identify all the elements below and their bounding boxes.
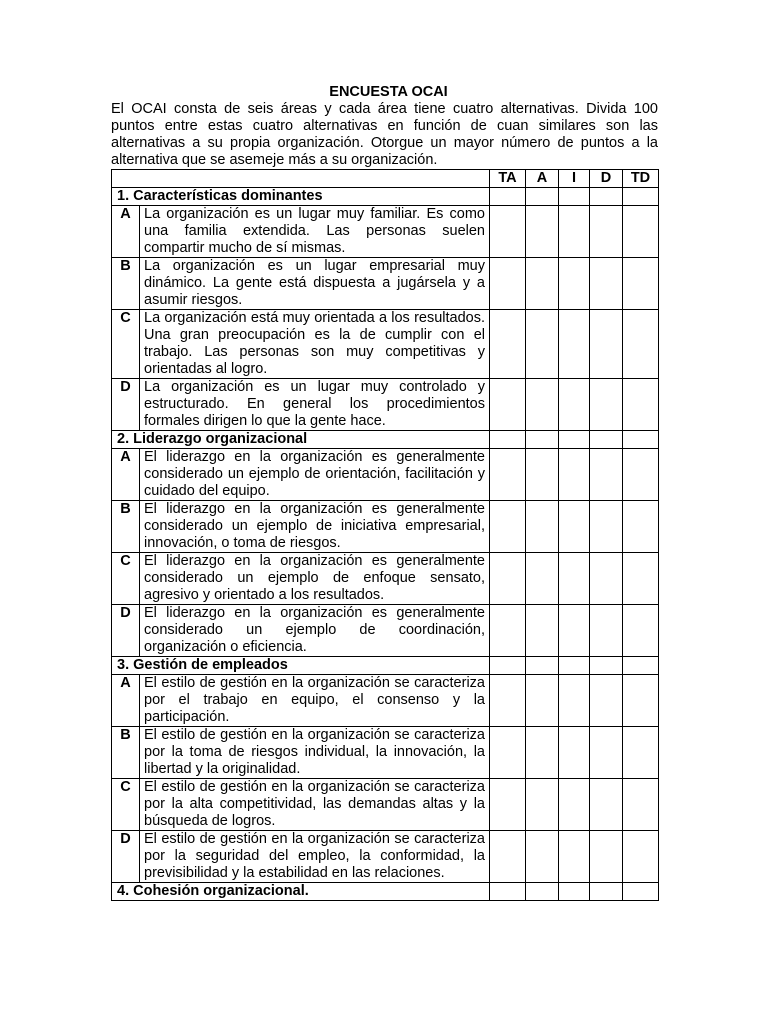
section-blank-cell	[590, 657, 623, 675]
score-cell-td[interactable]	[623, 449, 659, 501]
score-cell-d[interactable]	[590, 779, 623, 831]
section-blank-cell	[623, 188, 659, 206]
section-blank-cell	[490, 883, 526, 901]
score-cell-i[interactable]	[559, 605, 590, 657]
score-cell-a[interactable]	[526, 310, 559, 379]
section-blank-cell	[526, 188, 559, 206]
table-row	[112, 831, 659, 883]
header-a: A	[526, 170, 559, 188]
score-cell-td[interactable]	[623, 605, 659, 657]
score-cell-a[interactable]	[526, 553, 559, 605]
section-blank-cell	[559, 883, 590, 901]
item-letter: B	[112, 258, 140, 310]
table-row	[112, 779, 659, 831]
table-row	[112, 727, 659, 779]
score-cell-ta[interactable]	[490, 779, 526, 831]
header-d: D	[590, 170, 623, 188]
score-cell-i[interactable]	[559, 258, 590, 310]
survey-page	[111, 84, 658, 901]
section-blank-cell	[623, 431, 659, 449]
table-row	[112, 675, 659, 727]
score-cell-i[interactable]	[559, 379, 590, 431]
table-row	[112, 206, 659, 258]
score-cell-d[interactable]	[590, 206, 623, 258]
score-cell-i[interactable]	[559, 206, 590, 258]
score-cell-ta[interactable]	[490, 605, 526, 657]
section-blank-cell	[526, 657, 559, 675]
item-letter: A	[112, 449, 140, 501]
score-cell-td[interactable]	[623, 779, 659, 831]
score-cell-a[interactable]	[526, 605, 559, 657]
score-cell-a[interactable]	[526, 501, 559, 553]
section-title: 3. Gestión de empleados	[112, 657, 490, 675]
section-row	[112, 431, 659, 449]
score-cell-ta[interactable]	[490, 449, 526, 501]
section-blank-cell	[623, 883, 659, 901]
item-letter: D	[112, 379, 140, 431]
item-letter: A	[112, 675, 140, 727]
score-cell-a[interactable]	[526, 258, 559, 310]
ocai-table	[111, 169, 659, 901]
item-description: El estilo de gestión en la organización se caracteriza por el trabajo en equipo, el consenso y la participación.	[140, 675, 490, 727]
item-description: La organización está muy orientada a los resultados. Una gran preocupación es la de cumplir con el trabajo. Las personas son muy competitivas y orientadas al logro.	[140, 310, 490, 379]
section-blank-cell	[559, 431, 590, 449]
table-row	[112, 449, 659, 501]
item-letter: D	[112, 831, 140, 883]
score-cell-d[interactable]	[590, 605, 623, 657]
score-cell-i[interactable]	[559, 501, 590, 553]
section-blank-cell	[526, 883, 559, 901]
section-blank-cell	[490, 657, 526, 675]
score-cell-a[interactable]	[526, 206, 559, 258]
score-cell-ta[interactable]	[490, 501, 526, 553]
score-cell-d[interactable]	[590, 258, 623, 310]
section-blank-cell	[623, 657, 659, 675]
header-ta: TA	[490, 170, 526, 188]
item-letter: A	[112, 206, 140, 258]
item-description: La organización es un lugar muy familiar. Es como una familia extendida. Las personas suelen compartir mucho de sí mismas.	[140, 206, 490, 258]
section-blank-cell	[590, 883, 623, 901]
table-header-row	[112, 170, 659, 188]
score-cell-ta[interactable]	[490, 831, 526, 883]
section-row	[112, 188, 659, 206]
score-cell-ta[interactable]	[490, 258, 526, 310]
item-description: La organización es un lugar muy controlado y estructurado. En general los procedimientos formales dirigen lo que la gente hace.	[140, 379, 490, 431]
table-row	[112, 310, 659, 379]
score-cell-i[interactable]	[559, 675, 590, 727]
score-cell-a[interactable]	[526, 449, 559, 501]
table-row	[112, 379, 659, 431]
score-cell-i[interactable]	[559, 831, 590, 883]
score-cell-i[interactable]	[559, 449, 590, 501]
score-cell-a[interactable]	[526, 675, 559, 727]
section-blank-cell	[526, 431, 559, 449]
item-description: El estilo de gestión en la organización se caracteriza por la seguridad del empleo, la conformidad, la previsibilidad y la estabilidad en las relaciones.	[140, 831, 490, 883]
score-cell-td[interactable]	[623, 553, 659, 605]
score-cell-a[interactable]	[526, 779, 559, 831]
item-description: La organización es un lugar empresarial muy dinámico. La gente está dispuesta a jugársela y a asumir riesgos.	[140, 258, 490, 310]
header-i: I	[559, 170, 590, 188]
item-letter: B	[112, 501, 140, 553]
ocai-table-body	[112, 170, 659, 901]
section-row	[112, 883, 659, 901]
section-blank-cell	[490, 188, 526, 206]
table-row	[112, 501, 659, 553]
score-cell-a[interactable]	[526, 831, 559, 883]
score-cell-a[interactable]	[526, 727, 559, 779]
score-cell-td[interactable]	[623, 258, 659, 310]
score-cell-ta[interactable]	[490, 310, 526, 379]
score-cell-ta[interactable]	[490, 675, 526, 727]
score-cell-d[interactable]	[590, 675, 623, 727]
score-cell-td[interactable]	[623, 727, 659, 779]
section-title: 2. Liderazgo organizacional	[112, 431, 490, 449]
item-letter: B	[112, 727, 140, 779]
item-description: El estilo de gestión en la organización se caracteriza por la toma de riesgos individual, la innovación, la libertad y la originalidad.	[140, 727, 490, 779]
section-row	[112, 657, 659, 675]
score-cell-a[interactable]	[526, 379, 559, 431]
score-cell-d[interactable]	[590, 831, 623, 883]
header-td: TD	[623, 170, 659, 188]
section-blank-cell	[559, 657, 590, 675]
section-blank-cell	[490, 431, 526, 449]
item-letter: C	[112, 310, 140, 379]
section-title: 1. Características dominantes	[112, 188, 490, 206]
score-cell-td[interactable]	[623, 501, 659, 553]
item-letter: D	[112, 605, 140, 657]
score-cell-td[interactable]	[623, 379, 659, 431]
item-description: El liderazgo en la organización es generalmente considerado un ejemplo de iniciativa empresarial, innovación, o toma de riesgos.	[140, 501, 490, 553]
score-cell-ta[interactable]	[490, 553, 526, 605]
item-description: El liderazgo en la organización es generalmente considerado un ejemplo de enfoque sensato, agresivo y orientado a los resultados.	[140, 553, 490, 605]
score-cell-d[interactable]	[590, 727, 623, 779]
item-letter: C	[112, 779, 140, 831]
score-cell-d[interactable]	[590, 501, 623, 553]
score-cell-d[interactable]	[590, 379, 623, 431]
score-cell-i[interactable]	[559, 727, 590, 779]
item-letter: C	[112, 553, 140, 605]
item-description: El estilo de gestión en la organización se caracteriza por la alta competitividad, las demandas altas y la búsqueda de logros.	[140, 779, 490, 831]
header-blank-cell	[112, 170, 490, 188]
score-cell-i[interactable]	[559, 779, 590, 831]
score-cell-ta[interactable]	[490, 727, 526, 779]
table-row	[112, 553, 659, 605]
score-cell-td[interactable]	[623, 831, 659, 883]
section-blank-cell	[590, 188, 623, 206]
score-cell-d[interactable]	[590, 310, 623, 379]
score-cell-d[interactable]	[590, 449, 623, 501]
table-row	[112, 605, 659, 657]
score-cell-d[interactable]	[590, 553, 623, 605]
score-cell-td[interactable]	[623, 310, 659, 379]
document-title: ENCUESTA OCAI	[329, 84, 448, 100]
score-cell-td[interactable]	[623, 675, 659, 727]
item-description: El liderazgo en la organización es generalmente considerado un ejemplo de orientación, facilitación y cuidado del equipo.	[140, 449, 490, 501]
section-blank-cell	[590, 431, 623, 449]
score-cell-td[interactable]	[623, 206, 659, 258]
section-blank-cell	[559, 188, 590, 206]
score-cell-ta[interactable]	[490, 206, 526, 258]
score-cell-i[interactable]	[559, 310, 590, 379]
document-intro: El OCAI consta de seis áreas y cada área tiene cuatro alternativas. Divida 100 puntos entre estas cuatro alternativas en función de cuan similares son las alternativas a su propia organización. Otorgue un mayor número de puntos a la alternativa que se asemeje más a su organización.	[111, 101, 658, 168]
section-title: 4. Cohesión organizacional.	[112, 883, 490, 901]
table-row	[112, 258, 659, 310]
score-cell-i[interactable]	[559, 553, 590, 605]
score-cell-ta[interactable]	[490, 379, 526, 431]
item-description: El liderazgo en la organización es generalmente considerado un ejemplo de coordinación, organización o eficiencia.	[140, 605, 490, 657]
